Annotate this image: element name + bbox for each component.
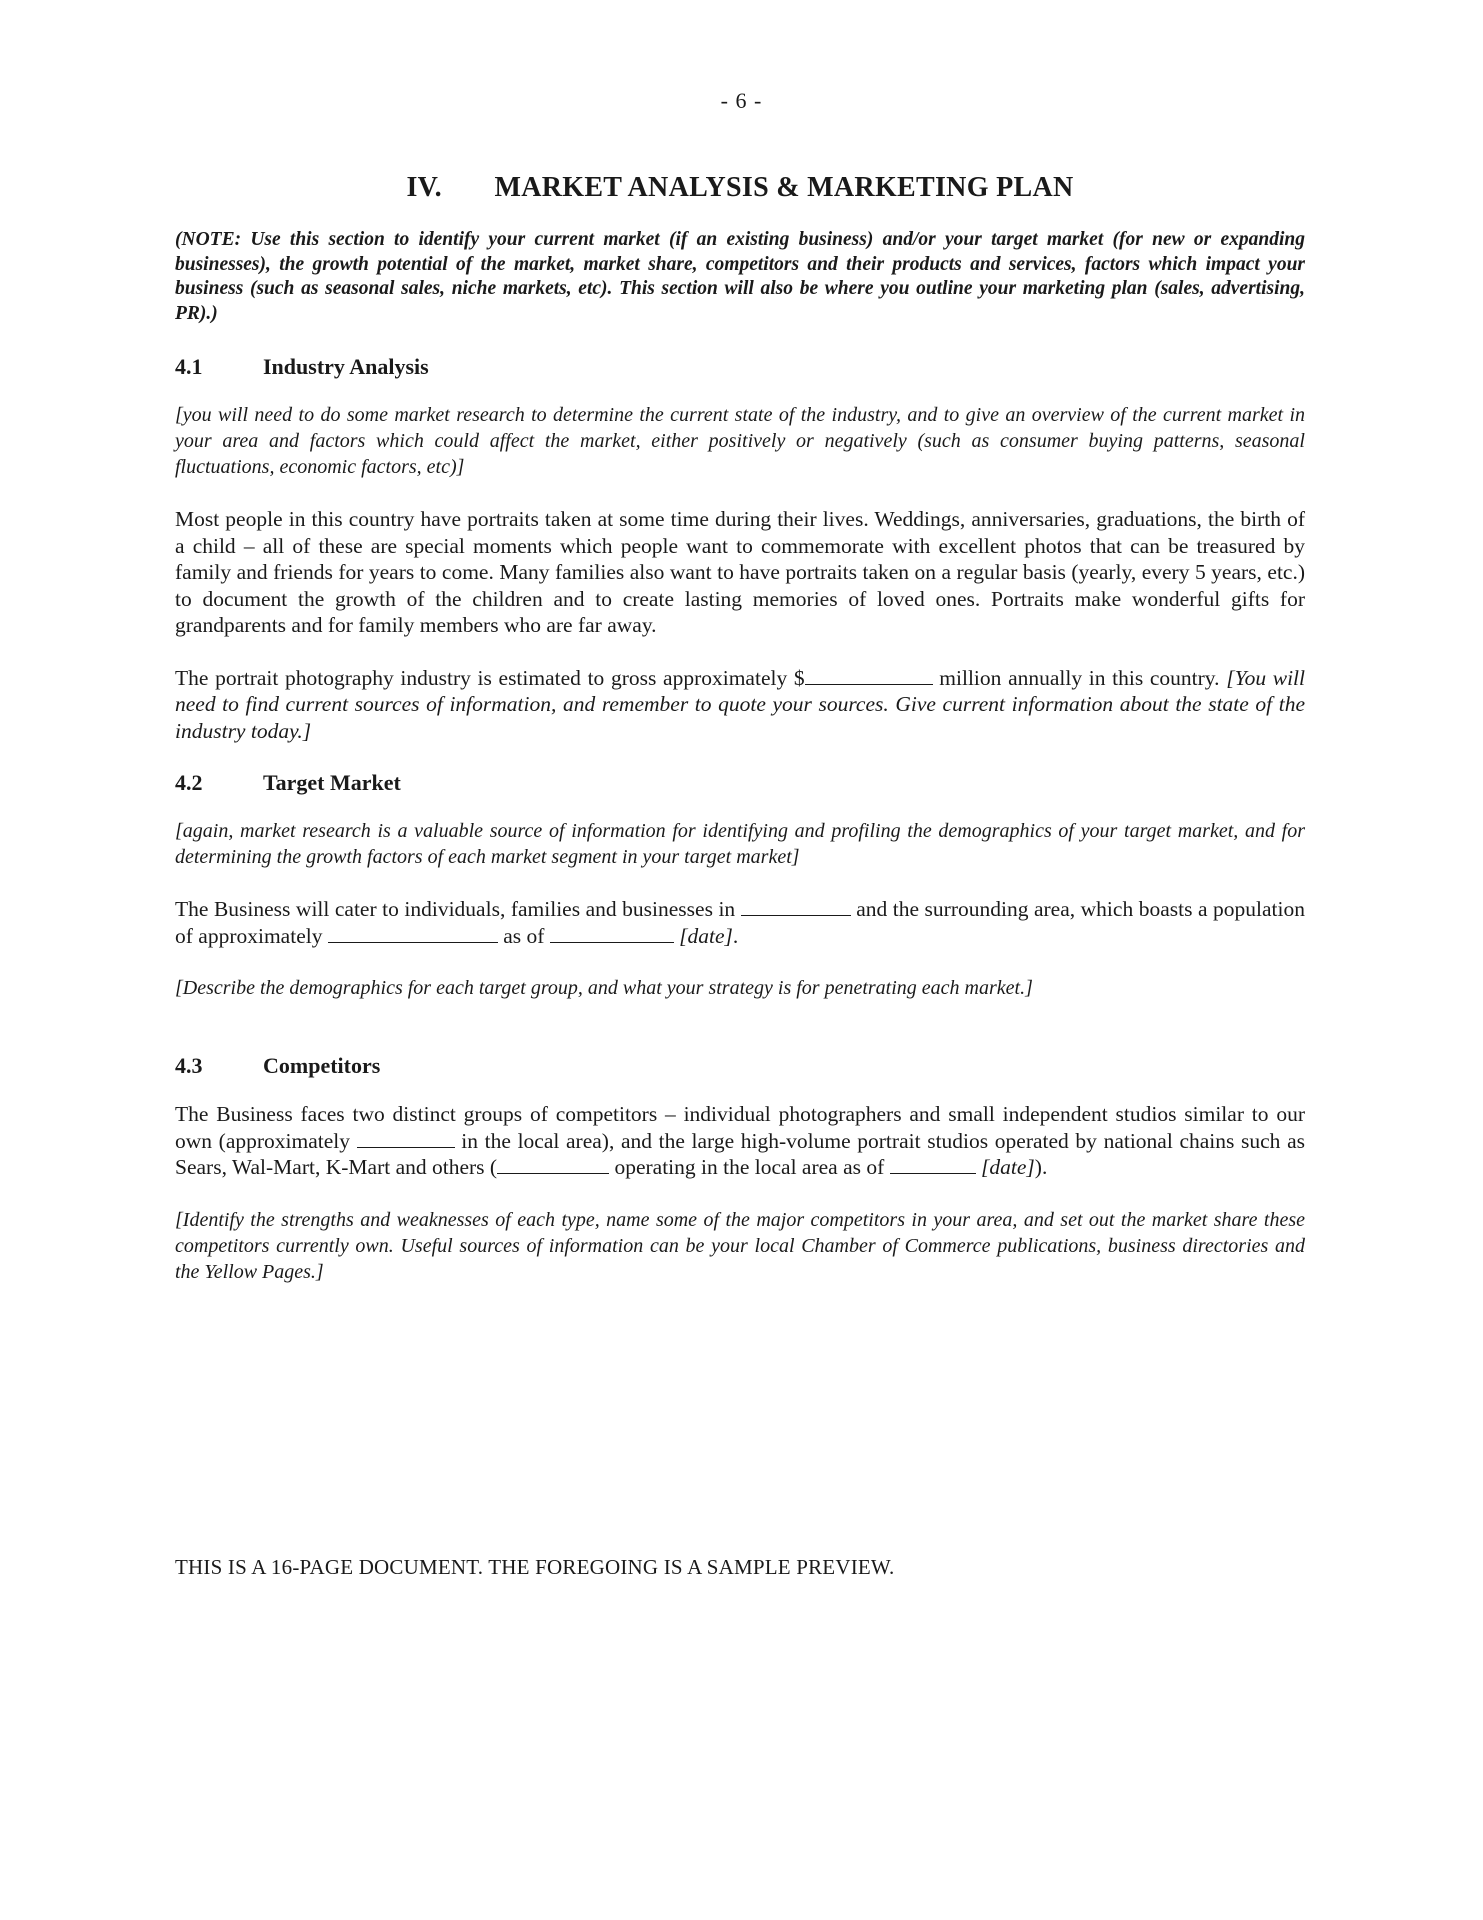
section-title bbox=[175, 172, 1305, 204]
section-number: IV. bbox=[406, 172, 442, 203]
instruction-4-1: [you will need to do some market research to determine the current state of the industry, and to give an overview of the current market in your area and factors which could affect the market, either positively or negatively (such as consumer buying patterns, seasonal fluctuations, economic factors, etc)] bbox=[175, 404, 1305, 478]
section-title-text: MARKET ANALYSIS & MARKETING PLAN bbox=[494, 172, 1074, 203]
fill-blank-date[interactable] bbox=[550, 924, 674, 943]
text-segment: and the surrounding area, which boasts a population of approximately bbox=[175, 897, 1306, 948]
paragraph-portraits: Most people in this country have portraits taken at some time during their lives. Weddings, anniversaries, graduations, the birth of a child – all of these are special moments which people want to commemorate with excellent photos that can be treasured by family and friends for years to come. Many families also want to have portraits taken on a regular basis (yearly, every 5 years, etc.) to document the growth of the children and to create lasting memories of loved ones. Portraits make wonderful gifts for grandparents and for family members who are far away. bbox=[175, 507, 1305, 637]
fill-blank-gross-amount[interactable] bbox=[805, 666, 933, 685]
page-content bbox=[175, 172, 1305, 1311]
subsection-heading-4-3 bbox=[175, 1053, 1305, 1079]
subsection-number: 4.3 bbox=[175, 1053, 203, 1078]
instruction-4-3: [Identify the strengths and weaknesses of each type, name some of the major competitors in your area, and set out the market share these competitors currently own. Useful sources of information can be your local Chamber of Commerce publications, business directories and the Yellow Pages.] bbox=[175, 1208, 1305, 1283]
preview-notice: THIS IS A 16-PAGE DOCUMENT. THE FOREGOING IS A SAMPLE PREVIEW. bbox=[175, 1555, 895, 1579]
text-segment: in the local area), and the large high-volume portrait studios operated by national chains such as Sears, Wal-Mart, K-Mart and others ( bbox=[175, 1128, 1305, 1179]
paragraph-target-market bbox=[175, 896, 1305, 949]
subsection-heading-4-2 bbox=[175, 770, 1305, 796]
text-segment: The Business will cater to individuals, families and businesses in bbox=[175, 897, 741, 921]
subsection-heading-4-1 bbox=[175, 354, 1305, 380]
fill-blank-population[interactable] bbox=[328, 924, 498, 943]
subsection-title: Competitors bbox=[263, 1053, 381, 1078]
text-segment: million annually in this country. bbox=[932, 665, 1227, 690]
text-segment: The portrait photography industry is estimated to gross approximately $ bbox=[175, 665, 805, 690]
section-note: (NOTE: Use this section to identify your current market (if an existing business) and/or your target market (for new or expanding businesses), the growth potential of the market, market share, competitors and their products and services, factors which impact your business (such as seasonal sales, niche markets, etc). This section will also be where you outline your marketing plan (sales, advertising, PR).) bbox=[175, 229, 1305, 324]
spacer bbox=[175, 1027, 1305, 1053]
date-placeholder: [date] bbox=[981, 1155, 1035, 1179]
subsection-title: Target Market bbox=[263, 770, 401, 795]
text-segment: as of bbox=[497, 923, 550, 948]
subsection-title: Industry Analysis bbox=[263, 354, 429, 379]
inline-instruction: [You will need to find current sources of information, and remember to quote your sources. Give current information about the state of the industry today.] bbox=[175, 665, 1305, 743]
fill-blank-area[interactable] bbox=[741, 897, 851, 916]
instruction-demographics: [Describe the demographics for each target group, and what your strategy is for penetrating each market.] bbox=[175, 977, 1033, 999]
text-segment: . bbox=[732, 923, 739, 948]
subsection-number: 4.2 bbox=[175, 770, 203, 795]
paragraph-competitors bbox=[175, 1101, 1305, 1181]
fill-blank-local-studios[interactable] bbox=[357, 1129, 455, 1148]
fill-blank-date[interactable] bbox=[890, 1155, 976, 1174]
text-segment: ). bbox=[1034, 1155, 1048, 1179]
instruction-4-2: [again, market research is a valuable source of information for identifying and profiling the demographics of your target market, and for determining the growth factors of each market segment in your target market] bbox=[175, 820, 1305, 868]
date-placeholder: [date] bbox=[679, 923, 733, 948]
fill-blank-chain-count[interactable] bbox=[497, 1155, 609, 1174]
text-segment: The Business faces two distinct groups of competitors – individual photographers and small independent studios similar to our own (approximately bbox=[175, 1102, 1305, 1153]
text-segment: operating in the local area as of bbox=[609, 1155, 890, 1179]
subsection-number: 4.1 bbox=[175, 354, 203, 379]
page-number: - 6 - bbox=[720, 88, 763, 113]
paragraph-industry-gross bbox=[175, 665, 1305, 745]
